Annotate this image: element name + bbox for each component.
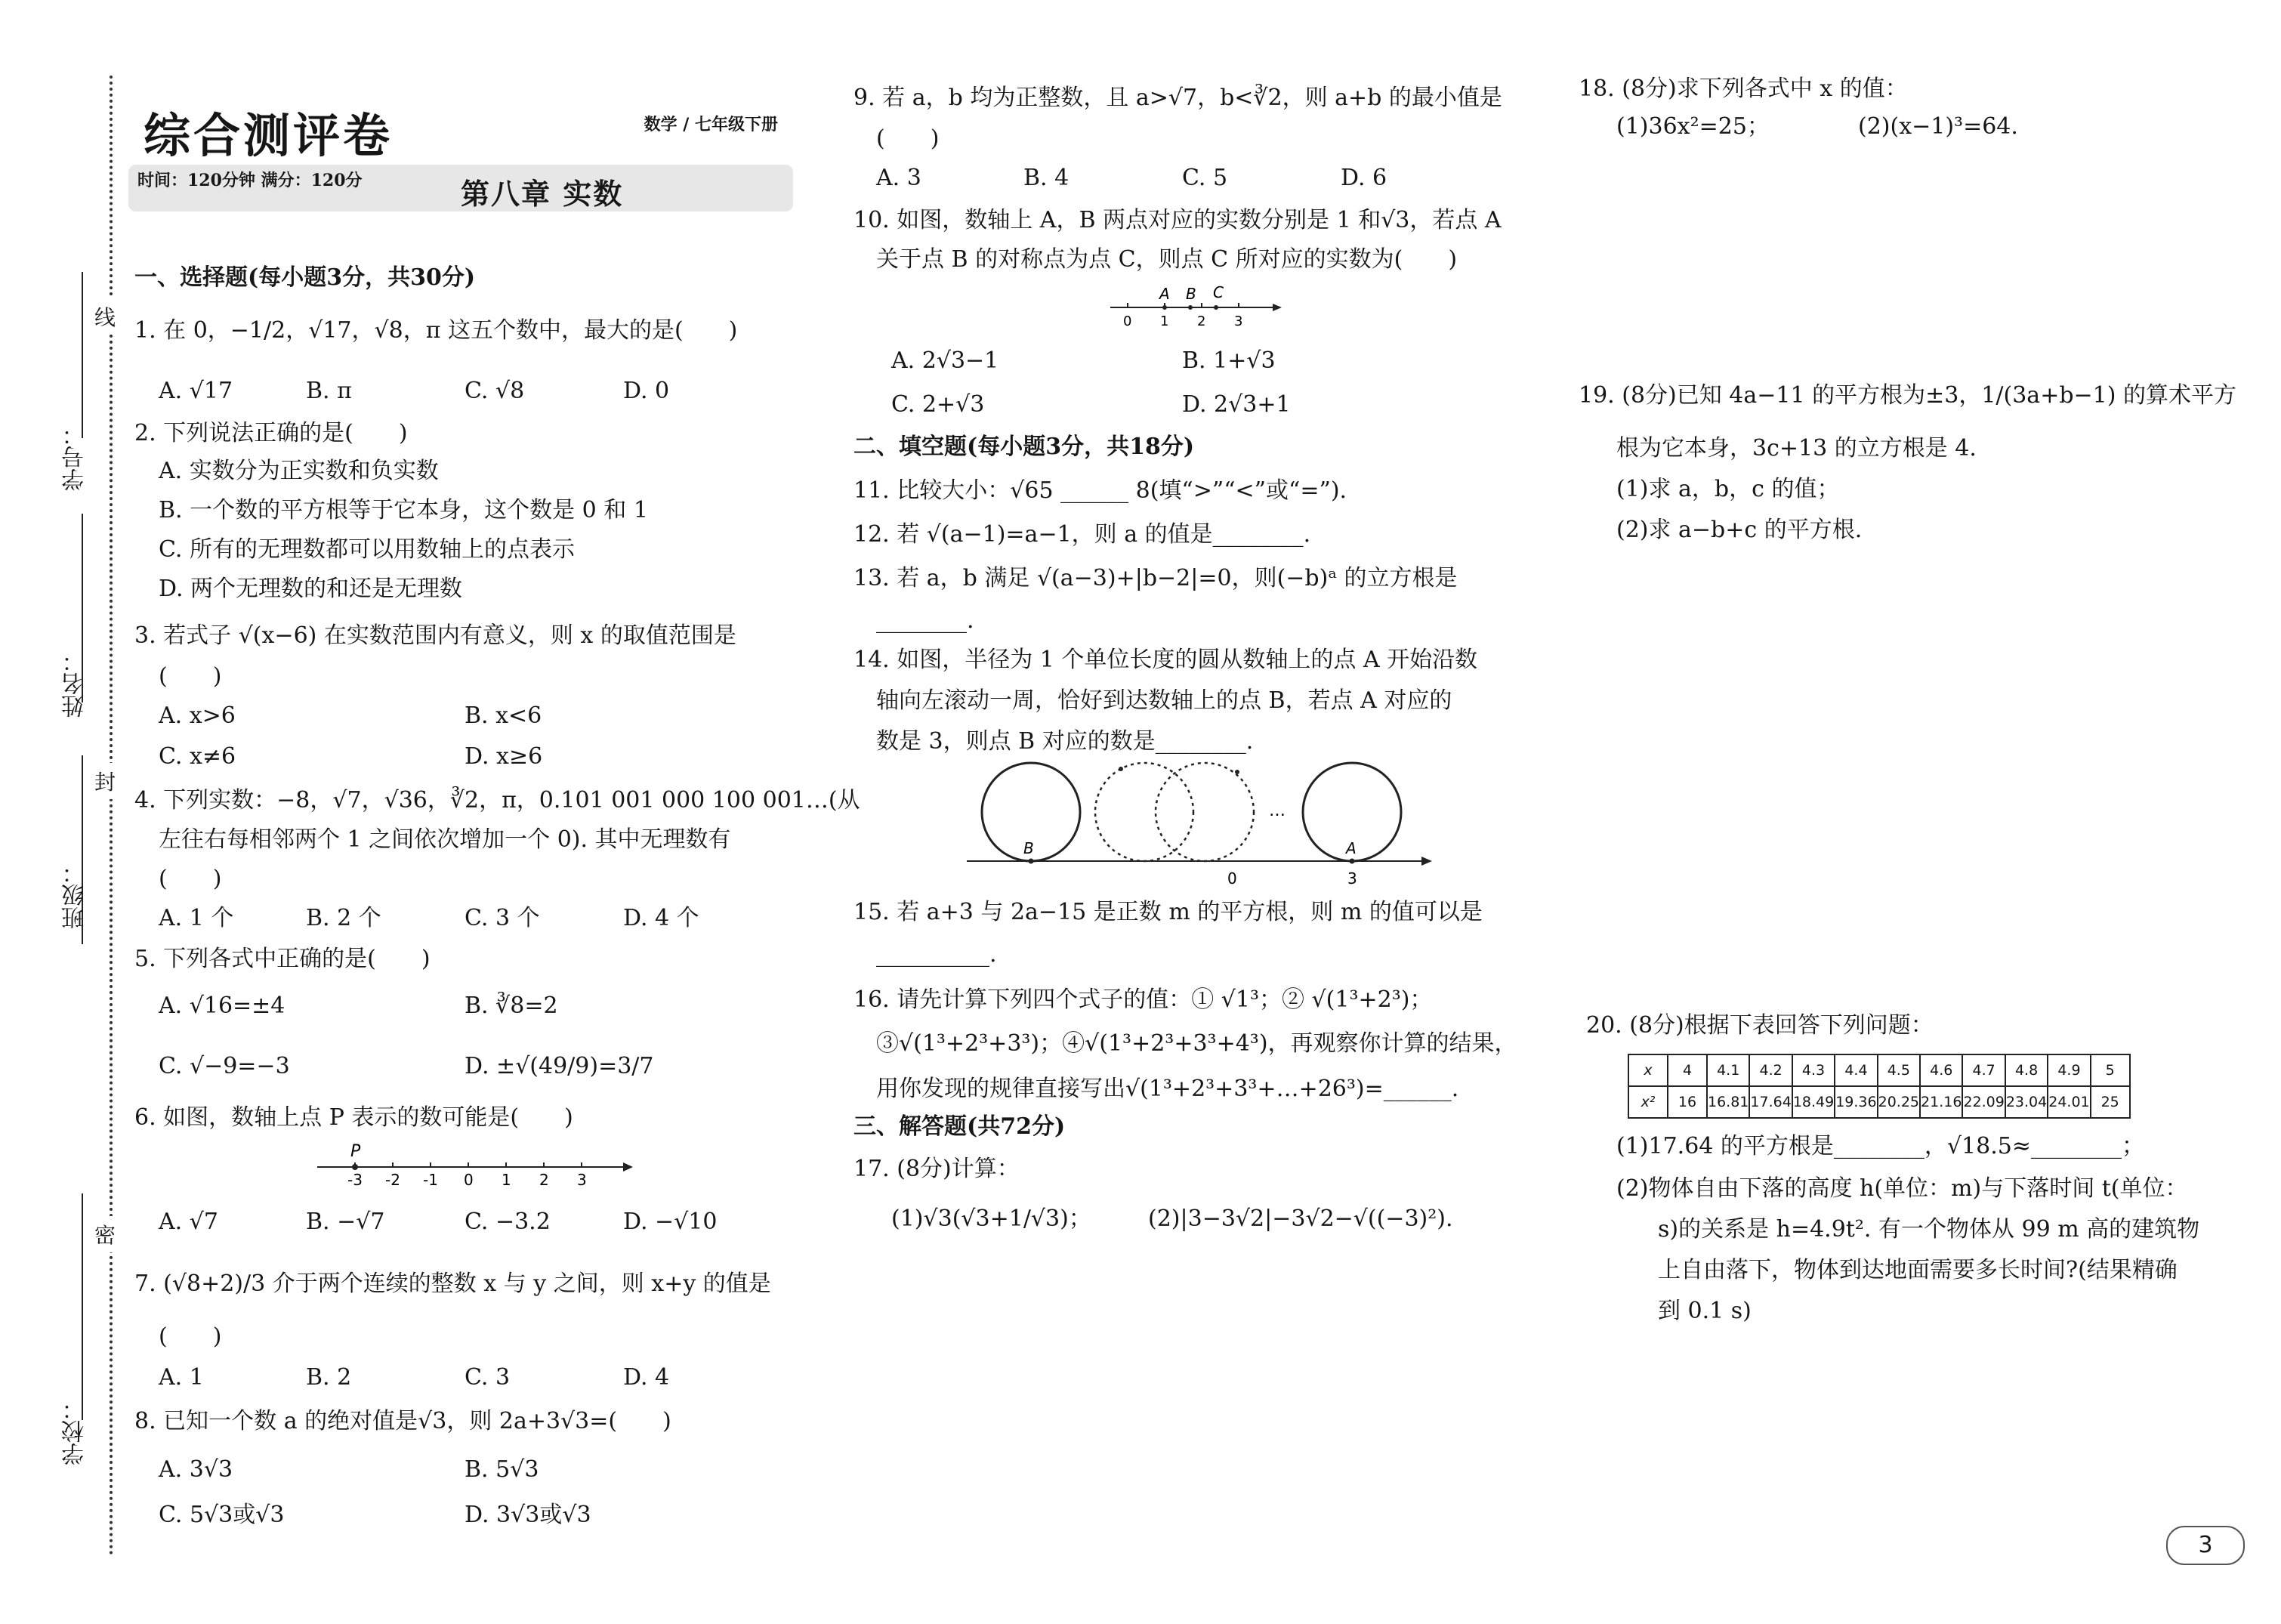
q6-option-a: A. √7 bbox=[159, 1209, 218, 1235]
q10-label-a: A bbox=[1159, 285, 1170, 303]
q1-stem: 1. 在 0，−1/2，√17，√8，π 这五个数中，最大的是( ) bbox=[134, 317, 738, 344]
q2-option-c: C. 所有的无理数都可以用数轴上的点表示 bbox=[159, 536, 575, 563]
q2-option-d: D. 两个无理数的和还是无理数 bbox=[159, 576, 463, 602]
q20-stem: 20. (8分)根据下表回答下列问题： bbox=[1586, 1012, 1934, 1039]
x-row-cell: 4.7 bbox=[1962, 1054, 2005, 1086]
q19-line-4: (2)求 a−b+c 的平方根. bbox=[1616, 517, 1863, 543]
q2-option-a: A. 实数分为正实数和负实数 bbox=[159, 458, 439, 484]
q16-line-1: 16. 请先计算下列四个式子的值：① √1³；② √(1³+2³)； bbox=[853, 986, 1433, 1013]
x-row-cell: 4.4 bbox=[1835, 1054, 1877, 1086]
q5-option-b: B. ∛8=2 bbox=[465, 993, 558, 1019]
q9-stem-2: ( ) bbox=[876, 125, 940, 152]
q6-tick-label: -2 bbox=[385, 1171, 400, 1189]
q10-option-b: B. 1+√3 bbox=[1182, 347, 1276, 374]
q5-option-d: D. ±√(49/9)=3/7 bbox=[465, 1053, 654, 1079]
x2-row-cell: 24.01 bbox=[2048, 1086, 2090, 1118]
time-score-info: 时间：120分钟 满分：120分 bbox=[137, 171, 363, 190]
q8-option-b: B. 5√3 bbox=[465, 1456, 539, 1483]
q5-option-c: C. √−9=−3 bbox=[159, 1053, 290, 1079]
x2-row-cell: 16 bbox=[1668, 1086, 1707, 1118]
q17-part-2: (2)|3−3√2|−3√2−√((−3)²). bbox=[1148, 1206, 1453, 1232]
q3-option-a: A. x>6 bbox=[159, 702, 236, 729]
q3-option-b: B. x<6 bbox=[465, 702, 542, 729]
q20-part-2-line-4: 到 0.1 s) bbox=[1658, 1298, 1752, 1324]
q8-option-d: D. 3√3或√3 bbox=[465, 1502, 591, 1528]
q6-tick-label: -1 bbox=[423, 1171, 438, 1189]
x2-row-cell: 16.81 bbox=[1707, 1086, 1749, 1118]
q2-option-b: B. 一个数的平方根等于它本身，这个数是 0 和 1 bbox=[159, 497, 648, 523]
q10-option-a: A. 2√3−1 bbox=[891, 347, 999, 374]
q10-label-c: C bbox=[1213, 283, 1224, 301]
seal-char-mi: 密 bbox=[94, 1216, 116, 1252]
q10-option-c: C. 2+√3 bbox=[891, 391, 985, 418]
x-row-cell: 4.6 bbox=[1920, 1054, 1962, 1086]
q7-option-b: B. 2 bbox=[306, 1364, 352, 1391]
x2-row-header: x² bbox=[1628, 1086, 1668, 1118]
q14-ellipsis: … bbox=[1269, 801, 1286, 820]
q4-stem-3: ( ) bbox=[159, 866, 222, 892]
q3-stem-2: ( ) bbox=[159, 663, 222, 690]
q15-line-2: __________. bbox=[876, 941, 997, 968]
q6-tick-label: -3 bbox=[347, 1171, 363, 1189]
q14-line-2: 轴向左滚动一周，恰好到达数轴上的点 B，若点 A 对应的 bbox=[876, 687, 1452, 714]
q3-stem: 3. 若式子 √(x−6) 在实数范围内有意义，则 x 的取值范围是 bbox=[134, 622, 736, 649]
q7-stem-2: ( ) bbox=[159, 1323, 222, 1350]
q14-line-1: 14. 如图，半径为 1 个单位长度的圆从数轴上的点 A 开始沿数 bbox=[853, 647, 1478, 673]
x-row-cell: 4.3 bbox=[1792, 1054, 1835, 1086]
q4-option-d: D. 4 个 bbox=[623, 905, 699, 931]
q6-tick-label: 1 bbox=[502, 1171, 511, 1189]
q20-part-1: (1)17.64 的平方根是________，√18.5≈________； bbox=[1616, 1133, 2144, 1159]
q18-part-2: (2)(x−1)³=64. bbox=[1858, 113, 2018, 140]
school-line bbox=[82, 1193, 83, 1420]
q5-option-a: A. √16=±4 bbox=[159, 993, 286, 1019]
q1-option-b: B. π bbox=[306, 378, 352, 404]
page-number: 3 bbox=[2166, 1526, 2245, 1565]
q8-option-c: C. 5√3或√3 bbox=[159, 1502, 285, 1528]
q20-part-2-line-1: (2)物体自由下落的高度 h(单位：m)与下落时间 t(单位： bbox=[1616, 1175, 2188, 1202]
q9-option-a: A. 3 bbox=[876, 165, 921, 191]
q4-stem-2: 左往右每相邻两个 1 之间依次增加一个 0). 其中无理数有 bbox=[159, 826, 731, 853]
q14-tick-3: 3 bbox=[1347, 869, 1357, 888]
x2-row-cell: 25 bbox=[2091, 1086, 2130, 1118]
q18-stem: 18. (8分)求下列各式中 x 的值： bbox=[1579, 76, 1908, 102]
x2-row-cell: 18.49 bbox=[1792, 1086, 1835, 1118]
q14-tick-0: 0 bbox=[1227, 869, 1237, 888]
q4-option-a: A. 1 个 bbox=[159, 905, 234, 931]
x-row-cell: 4 bbox=[1668, 1054, 1707, 1086]
q4-option-c: C. 3 个 bbox=[465, 905, 540, 931]
q10-stem: 10. 如图，数轴上 A，B 两点对应的实数分别是 1 和√3，若点 A bbox=[853, 207, 1502, 233]
q13-line-1: 13. 若 a，b 满足 √(a−3)+|b−2|=0，则(−b)ᵃ 的立方根是 bbox=[853, 565, 1458, 591]
q2-stem: 2. 下列说法正确的是( ) bbox=[134, 420, 408, 446]
binding-dotted-line bbox=[110, 76, 113, 1556]
q10-tick-label: 0 bbox=[1123, 313, 1132, 329]
q4-option-b: B. 2 个 bbox=[306, 905, 381, 931]
q7-option-c: C. 3 bbox=[465, 1364, 511, 1391]
q7-option-d: D. 4 bbox=[623, 1364, 670, 1391]
q9-option-d: D. 6 bbox=[1341, 165, 1387, 191]
x2-row-cell: 20.25 bbox=[1878, 1086, 1920, 1118]
q1-option-a: A. √17 bbox=[159, 378, 233, 404]
q9-stem: 9. 若 a，b 均为正整数，且 a>√7，b<∛2，则 a+b 的最小值是 bbox=[853, 85, 1502, 111]
q18-part-1: (1)36x²=25； bbox=[1616, 113, 1770, 140]
q9-option-b: B. 4 bbox=[1023, 165, 1070, 191]
q14-label-a: A bbox=[1346, 839, 1357, 857]
q16-line-2: ③√(1³+2³+3³)；④√(1³+2³+3³+4³)，再观察你计算的结果， bbox=[876, 1030, 1517, 1057]
x2-row-cell: 23.04 bbox=[2005, 1086, 2048, 1118]
q3-option-d: D. x≥6 bbox=[465, 743, 543, 770]
section-choice-title: 一、选择题(每小题3分，共30分) bbox=[134, 264, 476, 291]
q1-option-c: C. √8 bbox=[465, 378, 525, 404]
section-solve-title: 三、解答题(共72分) bbox=[853, 1113, 1066, 1140]
q6-point-p bbox=[352, 1164, 358, 1170]
x-row-cell: 5 bbox=[2091, 1054, 2130, 1086]
q10-tick-label: 3 bbox=[1234, 313, 1243, 329]
x2-row-cell: 21.16 bbox=[1920, 1086, 1962, 1118]
q4-stem: 4. 下列实数：−8，√7，√36，∛2，π，0.101 001 000 100 001…(从 bbox=[134, 787, 860, 814]
q13-line-2: ________. bbox=[876, 607, 974, 634]
name-label: 姓名： bbox=[62, 650, 88, 718]
square-table bbox=[1628, 1054, 2131, 1119]
seal-char-xian: 线 bbox=[94, 298, 116, 335]
q6-stem: 6. 如图，数轴上点 P 表示的数可能是( ) bbox=[134, 1104, 573, 1131]
exam-header bbox=[128, 98, 793, 227]
x-row-header: x bbox=[1628, 1054, 1668, 1086]
q20-part-2-line-3: 上自由落下，物体到达地面需要多长时间?(结果精确 bbox=[1658, 1257, 2178, 1283]
chapter-title: 第八章 实数 bbox=[461, 177, 624, 211]
subject-label: 数学 / 七年级下册 bbox=[644, 115, 778, 134]
q6-tick-label: 2 bbox=[539, 1171, 549, 1189]
q6-option-b: B. −√7 bbox=[306, 1209, 385, 1235]
q14-rolling-circle-figure bbox=[959, 755, 1443, 891]
q1-option-d: D. 0 bbox=[623, 378, 670, 404]
q15-line-1: 15. 若 a+3 与 2a−15 是正数 m 的平方根，则 m 的值可以是 bbox=[853, 899, 1483, 925]
q3-option-c: C. x≠6 bbox=[159, 743, 236, 770]
class-label: 班级： bbox=[62, 861, 88, 929]
q11-text: 11. 比较大小：√65 ______ 8(填“>”“<”或“=”). bbox=[853, 477, 1347, 504]
student-id-label: 学号： bbox=[62, 423, 88, 491]
q9-option-c: C. 5 bbox=[1182, 165, 1228, 191]
table-row-x bbox=[1628, 1054, 2130, 1086]
q14-label-b: B bbox=[1023, 839, 1034, 857]
q14-line-3: 数是 3，则点 B 对应的数是________. bbox=[876, 728, 1254, 755]
q12-text: 12. 若 √(a−1)=a−1，则 a 的值是________. bbox=[853, 521, 1311, 548]
q19-line-2: 根为它本身，3c+13 的立方根是 4. bbox=[1616, 435, 1977, 462]
q19-line-3: (1)求 a，b，c 的值； bbox=[1616, 476, 1840, 502]
section-fill-title: 二、填空题(每小题3分，共18分) bbox=[853, 434, 1195, 460]
q6-option-c: C. −3.2 bbox=[465, 1209, 551, 1235]
q8-stem: 8. 已知一个数 a 的绝对值是√3，则 2a+3√3=( ) bbox=[134, 1408, 671, 1434]
exam-title: 综合测评卷 bbox=[144, 108, 394, 163]
q10-number-line bbox=[1103, 281, 1284, 334]
x-row-cell: 4.9 bbox=[2048, 1054, 2090, 1086]
x2-row-cell: 17.64 bbox=[1749, 1086, 1792, 1118]
q10-label-b: B bbox=[1186, 285, 1196, 303]
q6-option-d: D. −√10 bbox=[623, 1209, 718, 1235]
q10-stem-2: 关于点 B 的对称点为点 C，则点 C 所对应的实数为( ) bbox=[876, 246, 1458, 273]
school-label: 学校： bbox=[62, 1397, 88, 1465]
q6-tick-label: 0 bbox=[464, 1171, 474, 1189]
x-row-cell: 4.8 bbox=[2005, 1054, 2048, 1086]
student-id-line bbox=[82, 272, 83, 438]
q6-number-line bbox=[302, 1137, 634, 1197]
q17-stem: 17. (8分)计算： bbox=[853, 1156, 1020, 1182]
x-row-cell: 4.2 bbox=[1749, 1054, 1792, 1086]
q10-tick-label: 1 bbox=[1160, 313, 1169, 329]
q20-part-2-line-2: s)的关系是 h=4.9t². 有一个物体从 99 m 高的建筑物 bbox=[1658, 1216, 2200, 1243]
q7-stem: 7. (√8+2)/3 介于两个连续的整数 x 与 y 之间，则 x+y 的值是 bbox=[134, 1270, 771, 1297]
q16-line-3: 用你发现的规律直接写出√(1³+2³+3³+…+26³)=______. bbox=[876, 1076, 1459, 1102]
x-row-cell: 4.5 bbox=[1878, 1054, 1920, 1086]
q10-option-d: D. 2√3+1 bbox=[1182, 391, 1291, 418]
q6-tick-label: 3 bbox=[577, 1171, 587, 1189]
q8-option-a: A. 3√3 bbox=[159, 1456, 233, 1483]
q5-stem: 5. 下列各式中正确的是( ) bbox=[134, 946, 431, 972]
q17-part-1: (1)√3(√3+1/√3)； bbox=[891, 1206, 1091, 1232]
q19-line-1: 19. (8分)已知 4a−11 的平方根为±3，1/(3a+b−1) 的算术平方 bbox=[1579, 382, 2236, 409]
q6-point-label: P bbox=[350, 1142, 361, 1161]
x2-row-cell: 19.36 bbox=[1835, 1086, 1877, 1118]
table-row-x-squared bbox=[1628, 1086, 2130, 1118]
x-row-cell: 4.1 bbox=[1707, 1054, 1749, 1086]
q10-tick-label: 2 bbox=[1197, 313, 1206, 329]
x2-row-cell: 22.09 bbox=[1962, 1086, 2005, 1118]
seal-char-feng: 封 bbox=[94, 763, 116, 799]
q7-option-a: A. 1 bbox=[159, 1364, 204, 1391]
